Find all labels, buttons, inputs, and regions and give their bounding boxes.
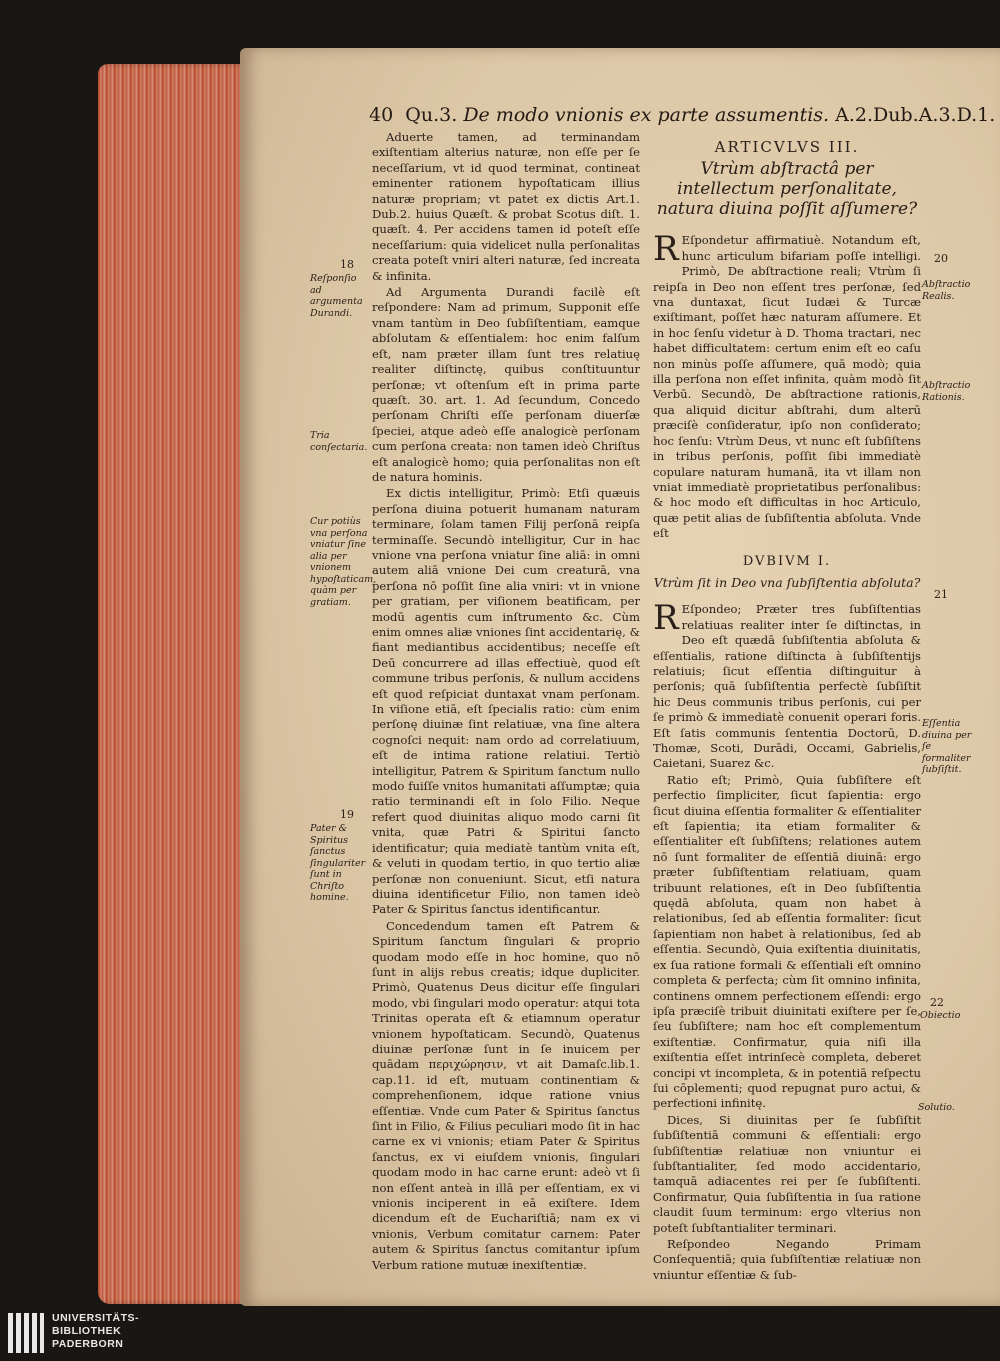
paragraph: Ex dictis intelligitur, Primò: Etſi quæuis perſona diuina potuerit humanam naturam terminare, ſolam tamen Filij perſonā reipſa terminaſſe. Secundò intelligitur, Cur in hac vnione vna perſona vniatur ſine aliā: in omni autem aliā vnione Dei cum creaturā, vna perſona nō poſſit ſine alia vniri: vt in vnione per gratiam, per viſionem beatificam, per modū agentis cum inſtrumento &c. Cùm enim omnes aliæ vniones ſint accidentarię, & fiant mediantibus accidentibus; neceſſe eſt Deū concurrere ad illas effectiuè, quod eſt commune tribus perſonis, & nullum accidens eſt quod reſpiciat duntaxat vnam perſonam. In viſione etiā, eſt ſpecialis ratio: cùm enim perſonę diuinæ ſint relatiuæ, vna ſine altera cognoſci nequit: nam ordo ad correlatiuum, eſt de intima ratione relatiui. Tertiò intelligitur, Patrem & Spiritum ſanctum nullo modo fuiſſe vnitos humanitati aſſumptæ; quia ratio terminandi eſt in ſolo Filio. Neque refert quod diuinitas aliquo modo carni ſit vnita, quæ Patri & Spiritui ſancto identificatur; quia mediatè tantùm vnita eſt, & veluti in quodam tertio, in quo tertio aliæ perſonæ non conueniunt. Sicut, etſi natura diuina identificetur Filio, non tamen ideò Pater & Spiritus ſanctus identificantur. bbox=[372, 486, 640, 917]
paragraph: Reſpondeo Negando Primam Conſequentiā; quia ſubſiſtentiæ relatiuæ non vniuntur eſſentiæ & ſub- bbox=[653, 1237, 921, 1282]
marginal-note: Reſponſio ad argumenta Durandi. bbox=[310, 273, 363, 319]
marginal-note: Abſtractio Rationis. bbox=[922, 380, 971, 403]
marginal-note: Solutio. bbox=[918, 1102, 955, 1113]
marginal-number: 19 bbox=[340, 808, 354, 821]
marginal-number: 22 bbox=[930, 996, 944, 1009]
paragraph: Dices, Si diuinitas per ſe ſubſiſtit ſubſiſtentiā communi & eſſentiali: ergo ſubſiſtentiæ relatiuæ non vniuntur ei ſubſtantialiter, ſed modo accidentario, tamquā adiacentes rei per ſe ſubſiſtenti. Confirmatur, Quia ſubſiſtentia in ſua ratione claudit ſuum terminum: ergo vlterius non poteſt ſubſtantialiter terminari. bbox=[653, 1112, 921, 1235]
drop-cap: R bbox=[653, 598, 679, 639]
paragraph: Aduerte tamen, ad terminandam exiſtentiam alterius naturæ, non eſſe per ſe neceſſarium, vt id quod terminat, contineat eminenter rationem hypoſtaticam illius naturæ propriam; vt patet ex dictis Art.1. Dub.2. huius Quæſt. & probat Scotus diſt. 1. quæſt. 4. Per accidens tamen id poteſt eſſe neceſſarium: quia videlicet nulla perſonalitas creata poteſt vniri alteri naturæ, ſed increata & infinita. bbox=[372, 130, 640, 283]
question-number: Qu.3. bbox=[405, 104, 458, 126]
dubium-question: Vtrùm ſit in Deo vna ſubſiſtentia abſoluta? bbox=[653, 574, 921, 590]
marginal-note: Abſtractio Realis. bbox=[922, 279, 971, 302]
paragraph: Eſpondetur affirmatiuè. Notandum eſt, hunc articulum bifariam poſſe intelligi. Primò, De abſtractione reali; Vtrùm ſi reipſa in Deo non eſſent tres perſonæ, ſed vna duntaxat, ſicut Iudæi & Turcæ exiſtimant, poſſet hæc naturam aſſumere. Et in hoc ſenſu videtur à D. Thoma tractari, nec habet difficultatem: certum enim eſt eo caſu non minùs poſſe aſſumere, quā modò; quia illa perſona non eſſet infinita, quàm modò ſit Verbū. Secundò, De abſtractione rationis, qua aliquid dicitur abſtrahi, dum alterū præciſè conſideratur, ipſo non conſiderato; hoc ſenſu: Vtrùm Deus, vt nunc eſt ſubſiſtens in tribus perſonis, poſſit ſibi immediatè copulare naturam humanā, ita vt illam non vniat immediatè proprietatibus perſonalibus: & hoc modo eſt difficultas in hoc Articulo, quæ petit alias de ſubſiſtentia abſoluta. Vnde eſt bbox=[653, 233, 921, 541]
article-heading: ARTICVLVS III. bbox=[714, 138, 860, 156]
page-edge-red bbox=[98, 64, 248, 1304]
marginal-number: 20 bbox=[934, 252, 948, 265]
paragraph: Ad Argumenta Durandi facilè eſt reſpondere: Nam ad primum, Supponit eſſe vnam tantùm in Deo ſubſiſtentiam, eamque abſolutam & eſſentialem: hoc enim falſum eſt, nam præter illam ſunt tres relatiuę realiter diſtinctę, quibus conſtituuntur perſonæ; vt oſtenſum eſt in prima parte quæſt. 30. art. 1. Ad ſecundum, Concedo perſonam Chriſti eſſe perſonam diuerſæ ſpeciei, atque adeò eſſe analogicè perſonam cum perſona creata: non tamen ideò Chriſtus eſt analogicè homo; quia perſonalitas non eſt de natura hominis. bbox=[372, 285, 640, 484]
drop-cap: R bbox=[653, 229, 679, 270]
dubium-heading: DVBIVM I. bbox=[742, 553, 832, 569]
marginal-note: Eſſentia diuina per ſe formaliter ſubſiſtit. bbox=[922, 718, 972, 775]
header-ref: A.2.Dub.A.3.D.1. bbox=[835, 104, 996, 126]
library-logo-icon bbox=[6, 1311, 46, 1355]
marginal-note: Obiectio bbox=[920, 1010, 961, 1021]
left-column bbox=[372, 130, 640, 1274]
header-title: De modo vnionis ex parte assumentis. bbox=[463, 104, 830, 126]
marginal-note: Cur potiùs vna perſona vniatur ſine alia per vnionem hypoſtaticam, quàm per gratiam. bbox=[310, 516, 377, 608]
article-question: Vtrùm abſtractâ per intellectum perſonalitate, natura diuina poſſit aſſumere? bbox=[656, 159, 918, 220]
marginal-note: Pater & Spiritus ſanctus ſingulariter ſunt in Chriſto homine. bbox=[310, 823, 366, 903]
marginal-number: 21 bbox=[934, 588, 948, 601]
paragraph: Concedendum tamen eſt Patrem & Spiritum ſanctum ſingulari & proprio quodam modo eſſe in hoc homine, quo nō ſunt in alijs rebus creatis; idque dupliciter. Primò, Quatenus Deus dicitur eſſe ſingulari modo, vbi ſingulari modo operatur: atqui tota Trinitas operata eſt & etiamnum operatur vnionem hypoſtaticam. Secundò, Quatenus diuinæ perſonæ ſunt in ſe inuicem per quādam περιχώρησιν, vt ait Damaſc.lib.1. cap.11. id eſt, mutuam continentiam & comprehenſionem, idque ratione vnius eſſentiæ. Vnde cum Pater & Spiritus ſanctus ſint in Filio, & Filius peculiari modo ſit in hac carne ex vi vnionis; etiam Pater & Spiritus ſanctus, ex vi eiuſdem vnionis, ſingulari quodam modo in hac carne erunt: adeò vt ſi non eſſent anteà in illā per eſſentiam, ex vi vnionis inciperent in eā exiſtere. Idem dicendum eſt de Euchariſtiā; nam ex vi vnionis, Verbum comitatur carnem: Pater autem & Spiritus ſanctus comitantur ipſum Verbum ratione mutuæ inexiſtentiæ. bbox=[372, 918, 640, 1272]
running-header bbox=[369, 104, 995, 126]
page-number: 40 bbox=[369, 104, 394, 126]
library-name: UNIVERSITÄTS- BIBLIOTHEK PADERBORN bbox=[52, 1312, 140, 1350]
marginal-note: Tria conſectaria. bbox=[310, 430, 368, 453]
paragraph: Eſpondeo; Præter tres ſubſiſtentias relatiuas realiter inter ſe diſtinctas, in Deo eſt quædā ſubſiſtentia abſoluta & eſſentialis, ratione diſtincta à ſubſiſtentijs relatiuis; ſicut eſſentia diſtinguitur à perſonis; quā ſubſiſtentia perfectè ſubſiſtit hic Deus communis tribus perſonis, cui per ſe primò & immediatè conuenit operari foris. Eſt ſatis communis ſententia Doctorū, D. Thomæ, Scoti, Durādi, Occami, Gabrielis, Caietani, Suarez &c. bbox=[653, 602, 921, 771]
right-column bbox=[653, 138, 921, 1284]
marginal-number: 18 bbox=[340, 258, 354, 271]
paragraph: Ratio eſt; Primò, Quia ſubſiſtere eſt perfectio ſimpliciter, ſicut ſapientia: ergo ſicut diuina eſſentia formaliter & eſſentialiter eſt ſapientia; ita etiam formaliter & eſſentialiter eſt ſubſiſtens; relationes autem nō ſunt formaliter de eſſentiā diuinā: ergo præter ſubſiſtentiam relatiuam, quam tribuunt relationes, eſt in Deo ſubſiſtentia quędā abſoluta, quam non habet à relationibus, ſed ab eſſentia formaliter: ſicut ſapientiam non habet à relationibus, ſed ab eſſentia. Secundò, Quia exiſtentia diuinitatis, ex ſua ratione formali & eſſentiali eſt omnino completa & perfecta; cùm ſit omnino infinita, continens omnem perfectionem eſſendi: ergo ipſa præciſè tribuit diuinitati exiſtere per ſe, ſeu ſubſiſtere; nam hoc eſt complementum exiſtentiæ. Confirmatur, quia niſi illa exiſtentia eſſet intrinſecè completa, deberet concipi vt incompleta, & in potentiā reſpectu ſui cōplementi; quod repugnat puro actui, & perfectioni infinitę. bbox=[653, 772, 921, 1111]
